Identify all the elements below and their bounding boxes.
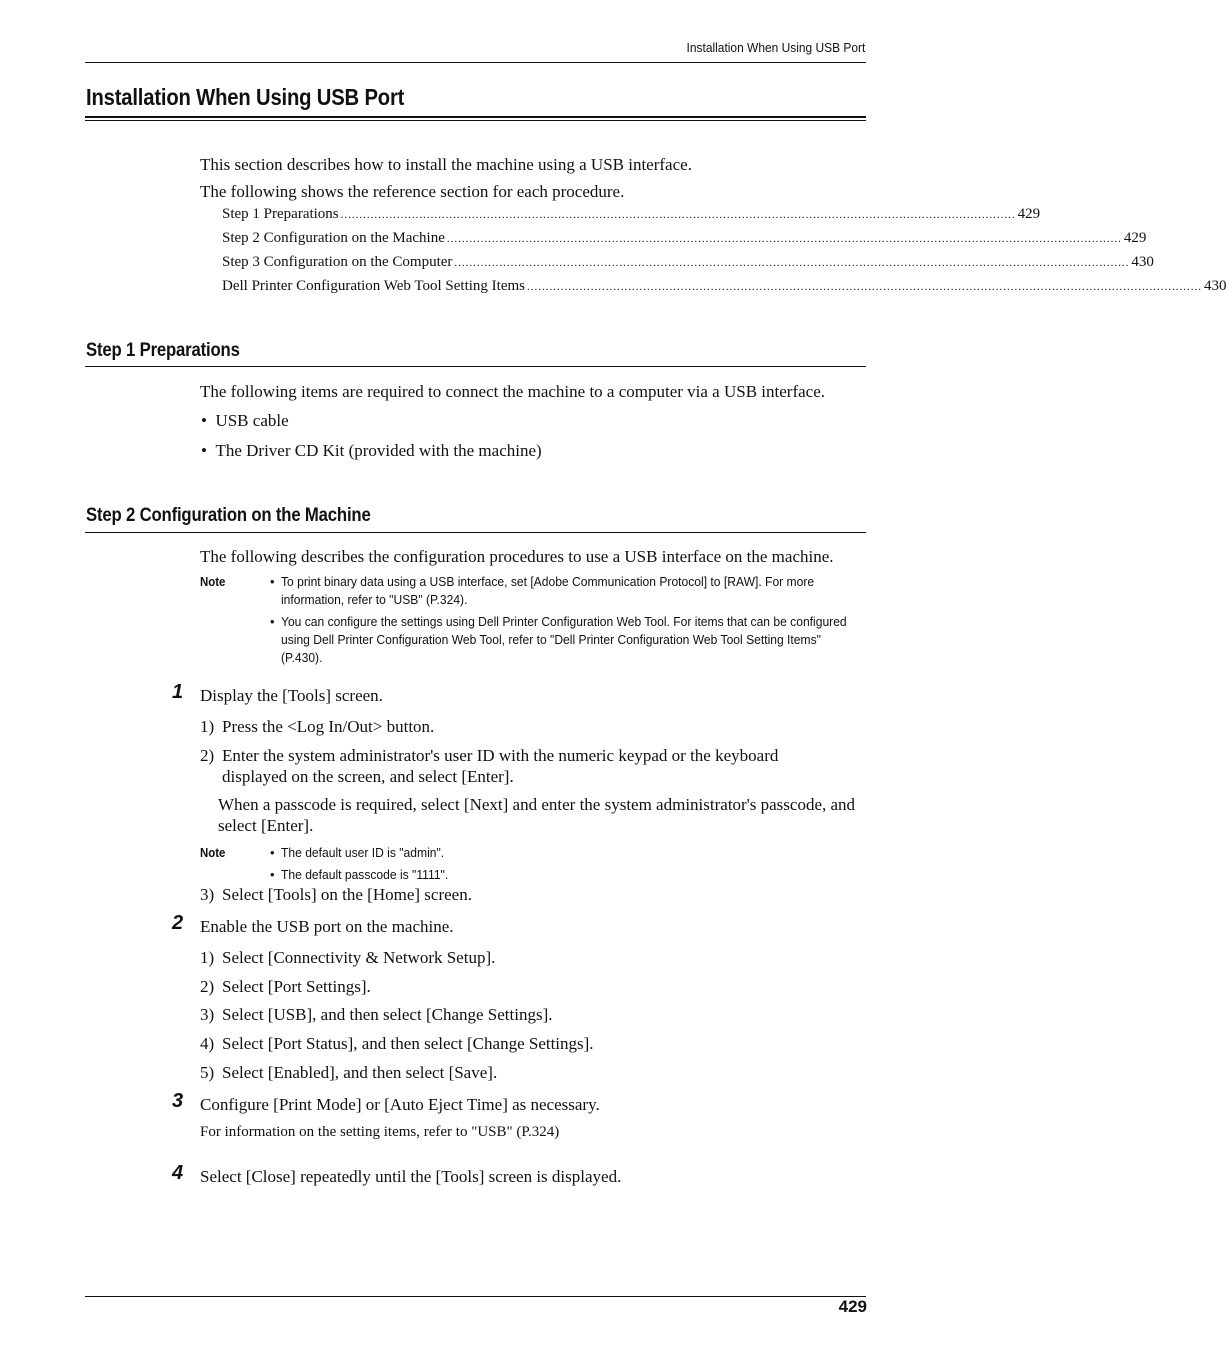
toc-entry-title: Dell Printer Configuration Web Tool Setting Items (222, 278, 525, 294)
sub-step-number: 1) (200, 717, 215, 736)
sub-step-number: 3) (200, 885, 215, 904)
sub-step (200, 1062, 864, 1083)
sub-step (200, 1033, 864, 1054)
note-label: Note (200, 574, 226, 589)
note-text: You can configure the settings using Dell Printer Configuration Web Tool. For items that can be configured using Dell Printer Configuration Web Tool, refer to "Dell Printer Configuration Web Tool Setting Items" (P.430). (281, 614, 847, 665)
sub-step-text: Enter the system administrator's user ID with the numeric keypad or the keyboard displayed on the screen, and select [Enter]. (222, 746, 779, 786)
note-item: • The default passcode is "1111". (270, 866, 860, 884)
sub-step (200, 745, 864, 787)
toc-entry[interactable] (222, 206, 1041, 223)
note-item: • To print binary data using a USB interface, set [Adobe Communication Protocol] to [RAW]. For more information, refer to "USB" (P.324). (270, 573, 860, 609)
sub-step (200, 976, 864, 997)
note-text: The default user ID is "admin". (281, 845, 445, 860)
toc-entry-title: Step 3 Configuration on the Computer (222, 254, 453, 270)
sub-step-text: Select [Port Settings]. (222, 977, 371, 996)
sub-step-text: Select [Enabled], and then select [Save]. (222, 1063, 498, 1082)
toc-leader: .................................................................................................................................................................................... (446, 233, 1122, 245)
toc-entry[interactable] (222, 278, 1227, 295)
step-number: 3 (172, 1090, 184, 1112)
section-rule (85, 366, 866, 367)
sub-step-number: 3) (200, 1005, 215, 1024)
note-item: • The default user ID is "admin". (270, 844, 860, 862)
sub-step-text: Select [USB], and then select [Change Settings]. (222, 1005, 553, 1024)
step-number: 1 (172, 681, 184, 703)
toc-entry-page: 430 (1131, 254, 1154, 270)
header-rule (85, 62, 866, 63)
sub-step-text: Select [Tools] on the [Home] screen. (222, 885, 472, 904)
step-text: Display the [Tools] screen. (200, 686, 383, 705)
sub-step (200, 1004, 864, 1025)
step2-text: The following describes the configuration procedures to use a USB interface on the machine. (200, 547, 834, 566)
sub-step (200, 947, 864, 968)
toc-entry-page: 429 (1017, 206, 1041, 222)
list-item: • The Driver CD Kit (provided with the machine) (201, 441, 542, 460)
step-text: Select [Close] repeatedly until the [Tools] screen is displayed. (200, 1167, 622, 1186)
list-item: • USB cable (201, 411, 289, 430)
sub-step-number: 5) (200, 1063, 215, 1082)
step-info-text: For information on the setting items, refer to "USB" (P.324) (200, 1124, 560, 1140)
title-rule-thick (85, 116, 866, 118)
note-label: Note (200, 845, 226, 860)
footer-rule (85, 1296, 866, 1297)
section-heading-step1: Step 1 Preparations (86, 340, 240, 361)
sub-step (200, 884, 864, 905)
sub-step-number: 1) (200, 948, 215, 967)
step-number: 2 (172, 912, 184, 934)
note-text: To print binary data using a USB interface, set [Adobe Communication Protocol] to [RAW]. For more information, refer to "USB" (P.324). (281, 574, 815, 607)
sub-step-text: Press the <Log In/Out> button. (222, 717, 435, 736)
toc-entry[interactable] (222, 254, 1154, 271)
sub-step (200, 716, 864, 737)
toc-entry-title: Step 1 Preparations (222, 206, 339, 222)
step-text: Configure [Print Mode] or [Auto Eject Time] as necessary. (200, 1095, 600, 1114)
running-header: Installation When Using USB Port (686, 40, 865, 55)
intro-line-1: This section describes how to install the machine using a USB interface. (200, 155, 692, 174)
section-heading-step2: Step 2 Configuration on the Machine (86, 505, 371, 526)
step-text: Enable the USB port on the machine. (200, 917, 454, 936)
list-item-text: USB cable (215, 411, 289, 430)
sub-step-number: 2) (200, 977, 215, 996)
sub-step-number: 2) (200, 746, 215, 765)
title-rule-thin (85, 120, 866, 121)
section-rule (85, 532, 866, 533)
note-text: The default passcode is "1111". (281, 867, 449, 882)
note-item: • You can configure the settings using Dell Printer Configuration Web Tool. For items that can be configured using Dell Printer Configuration Web Tool, refer to "Dell Printer Configuration Web Tool Setting Items" (P.430). (270, 613, 860, 667)
page-number: 429 (838, 1297, 867, 1316)
step-number: 4 (172, 1162, 184, 1184)
toc-entry[interactable] (222, 230, 1147, 247)
sub-step-text: Select [Connectivity & Network Setup]. (222, 948, 496, 967)
toc-leader: .................................................................................................................................................................................... (340, 209, 1016, 221)
toc-leader: .................................................................................................................................................................................... (454, 257, 1130, 269)
intro-line-2: The following shows the reference section for each procedure. (200, 182, 625, 201)
toc-entry-page: 429 (1123, 230, 1147, 246)
page-title: Installation When Using USB Port (86, 84, 405, 110)
sub-step-number: 4) (200, 1034, 215, 1053)
step1-text: The following items are required to connect the machine to a computer via a USB interface. (200, 382, 825, 401)
sub-step-text: Select [Port Status], and then select [Change Settings]. (222, 1034, 594, 1053)
toc-leader: .................................................................................................................................................................................... (527, 281, 1202, 293)
passcode-text: When a passcode is required, select [Next] and enter the system administrator's passcode, and select [Enter]. (218, 795, 856, 835)
toc-entry-page: 430 (1204, 278, 1227, 294)
list-item-text: The Driver CD Kit (provided with the machine) (215, 441, 542, 460)
toc-entry-title: Step 2 Configuration on the Machine (222, 230, 445, 246)
